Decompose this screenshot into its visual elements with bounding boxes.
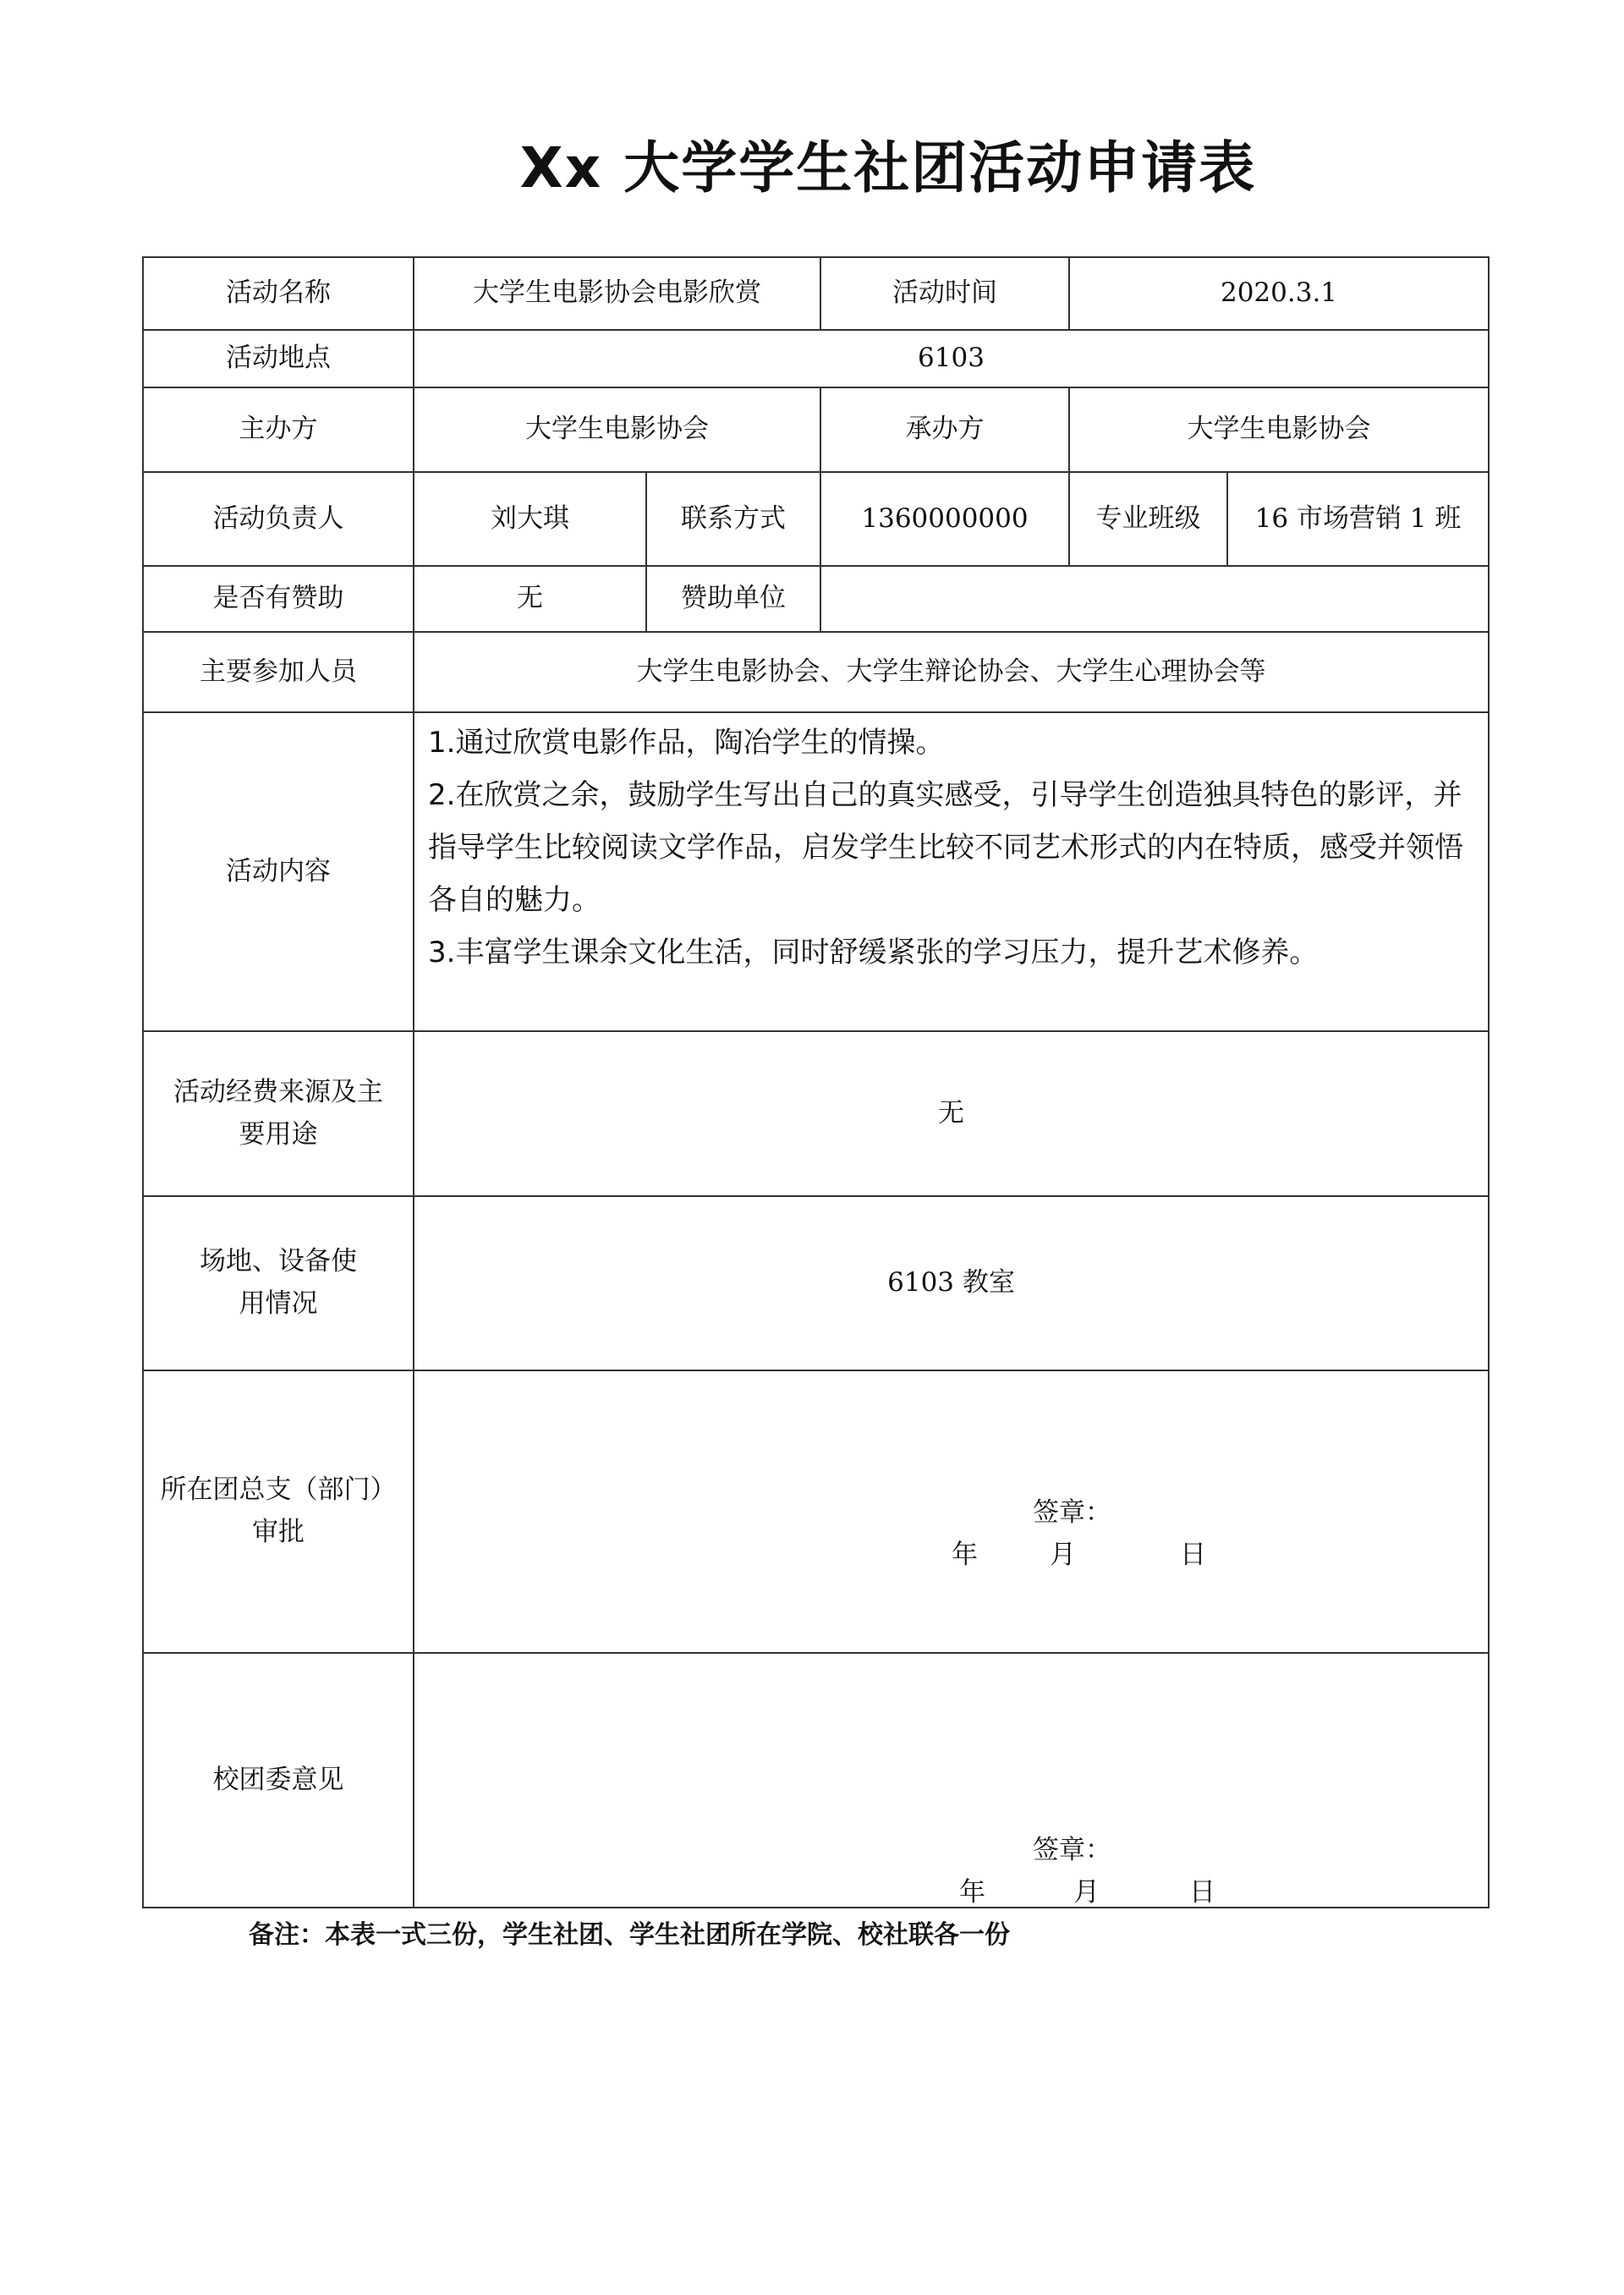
year-label: 年 (959, 1877, 985, 1908)
committee-opinion-field[interactable] (414, 1653, 1489, 1908)
host-field[interactable]: 大学生电影协会 (414, 387, 820, 472)
sponsor-unit-label: 赞助单位 (646, 566, 820, 632)
content-item: 3.丰富学生课余文化生活，同时舒缓紧张的学习压力，提升艺术修养。 (428, 936, 1319, 969)
funding-label: 活动经费来源及主要用途 (143, 1031, 414, 1196)
organizer-field[interactable]: 大学生电影协会 (1069, 387, 1489, 472)
committee-opinion-label: 校团委意见 (143, 1653, 414, 1908)
day-label: 日 (1180, 1540, 1206, 1570)
table-row (143, 257, 1489, 330)
sponsor-field[interactable]: 无 (414, 566, 646, 632)
location-label: 活动地点 (143, 330, 414, 387)
class-field[interactable]: 16 市场营销 1 班 (1227, 472, 1489, 566)
dept-approval-field[interactable] (414, 1370, 1489, 1653)
month-label: 月 (1073, 1877, 1100, 1908)
dept-approval-label: 所在团总支（部门）审批 (143, 1370, 414, 1653)
activity-time-field[interactable]: 2020.3.1 (1069, 257, 1489, 330)
day-label: 日 (1189, 1877, 1215, 1908)
activity-time-label: 活动时间 (820, 257, 1069, 330)
footnote: 备注：本表一式三份，学生社团、学生社团所在学院、校社联各一份 (249, 1920, 1010, 1950)
table-row (143, 566, 1489, 632)
table-row (143, 1370, 1489, 1653)
contact-field[interactable]: 1360000000 (820, 472, 1069, 566)
table-row (143, 632, 1489, 712)
page-title: Xx 大学学生社团活动申请表 (519, 135, 1257, 200)
table-row (143, 712, 1489, 1031)
activity-name-field[interactable]: 大学生电影协会电影欣赏 (414, 257, 820, 330)
venue-label: 场地、设备使用情况 (143, 1196, 414, 1370)
content-label: 活动内容 (143, 712, 414, 1031)
location-field[interactable]: 6103 (414, 330, 1489, 387)
sponsor-unit-field[interactable] (820, 566, 1489, 632)
table-row (143, 1031, 1489, 1196)
table-row (143, 472, 1489, 566)
month-label: 月 (1050, 1540, 1076, 1570)
class-label: 专业班级 (1069, 472, 1227, 566)
application-form-table (142, 256, 1490, 1908)
venue-field[interactable]: 6103 教室 (414, 1196, 1489, 1370)
seal-label: 签章： (1033, 1497, 1111, 1528)
leader-field[interactable]: 刘大琪 (414, 472, 646, 566)
organizer-label: 承办方 (820, 387, 1069, 472)
participants-label: 主要参加人员 (143, 632, 414, 712)
host-label: 主办方 (143, 387, 414, 472)
activity-name-label: 活动名称 (143, 257, 414, 330)
participants-field[interactable]: 大学生电影协会、大学生辩论协会、大学生心理协会等 (414, 632, 1489, 712)
seal-label: 签章： (1033, 1835, 1111, 1865)
sponsor-label: 是否有赞助 (143, 566, 414, 632)
leader-label: 活动负责人 (143, 472, 414, 566)
year-label: 年 (952, 1540, 978, 1570)
content-field[interactable] (414, 712, 1489, 1031)
table-row (143, 330, 1489, 387)
funding-field[interactable]: 无 (414, 1031, 1489, 1196)
table-row (143, 1196, 1489, 1370)
content-item: 2.在欣赏之余，鼓励学生写出自己的真实感受，引导学生创造独具特色的影评，并指导学生比较阅读文学作品，启发学生比较不同艺术形式的内在特质，感受并领悟各自的魅力。 (428, 778, 1463, 917)
table-row (143, 387, 1489, 472)
content-item: 1.通过欣赏电影作品，陶冶学生的情操。 (428, 726, 945, 760)
contact-label: 联系方式 (646, 472, 820, 566)
table-row (143, 1653, 1489, 1908)
